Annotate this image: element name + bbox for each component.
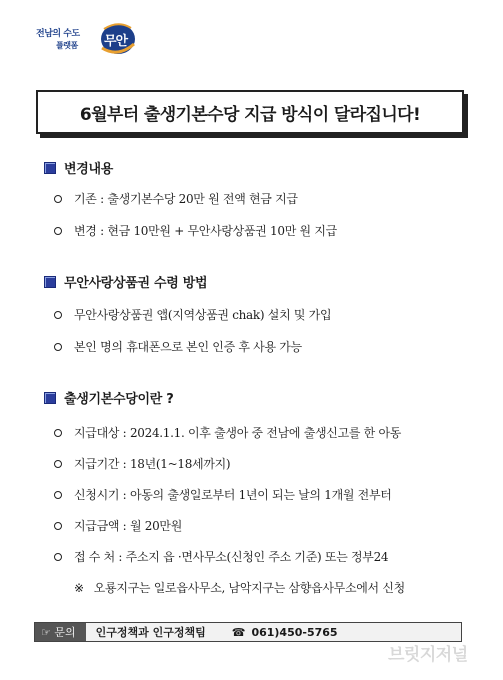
list-item bbox=[54, 517, 182, 534]
logo-seal-text: 무안 bbox=[104, 34, 128, 49]
section-heading-text: 출생기본수당이란 ? bbox=[64, 392, 174, 407]
section-heading-about bbox=[44, 388, 174, 407]
list-item bbox=[54, 190, 298, 207]
list-item-text: 변경 : 현금 10만원 + 무안사랑상품권 10만 원 지급 bbox=[74, 224, 337, 238]
circle-bullet-icon bbox=[54, 553, 62, 561]
note bbox=[74, 579, 405, 596]
logo bbox=[30, 20, 145, 64]
square-bullet-icon bbox=[44, 276, 56, 288]
square-bullet-icon bbox=[44, 392, 56, 404]
list-item bbox=[54, 338, 302, 355]
circle-bullet-icon bbox=[54, 343, 62, 351]
pointing-hand-icon: ☞ bbox=[41, 625, 51, 639]
section-heading-text: 무안사랑상품권 수령 방법 bbox=[64, 276, 208, 291]
square-bullet-icon bbox=[44, 162, 56, 174]
list-item-text: 지급금액 : 월 20만원 bbox=[74, 519, 183, 533]
inquiry-label bbox=[35, 623, 86, 641]
notice-title: 6월부터 출생기본수당 지급 방식이 달라집니다! bbox=[36, 90, 464, 134]
list-item-text: 접 수 처 : 주소지 읍 ·면사무소(신청인 주소 기준) 또는 정부24 bbox=[74, 550, 389, 564]
list-item bbox=[54, 222, 337, 239]
contact-department: 인구정책과 인구정책팀 bbox=[95, 626, 206, 639]
circle-bullet-icon bbox=[54, 491, 62, 499]
contact-bar bbox=[34, 622, 462, 642]
list-item bbox=[54, 424, 401, 441]
list-item-text: 지급기간 : 18년(1~18세까지) bbox=[74, 457, 231, 471]
list-item-text: 신청시기 : 아동의 출생일로부터 1년이 되는 날의 1개월 전부터 bbox=[74, 488, 392, 502]
phone-icon: ☎ bbox=[231, 625, 246, 639]
list-item-text: 무안사랑상품권 앱(지역상품권 chak) 설치 및 가입 bbox=[74, 308, 332, 322]
logo-slogan-line2: 플랫폼 bbox=[56, 41, 78, 50]
circle-bullet-icon bbox=[54, 522, 62, 530]
list-item-text: 본인 명의 휴대폰으로 본인 인증 후 사용 가능 bbox=[74, 340, 302, 354]
list-item bbox=[54, 306, 331, 323]
note-text: 오룡지구는 일로읍사무소, 남악지구는 삼향읍사무소에서 신청 bbox=[93, 581, 405, 595]
list-item-text: 지급대상 : 2024.1.1. 이후 출생아 중 전남에 출생신고를 한 아동 bbox=[74, 426, 402, 440]
circle-bullet-icon bbox=[54, 429, 62, 437]
section-heading-text: 변경내용 bbox=[64, 162, 114, 177]
reference-mark-icon: ※ bbox=[74, 581, 84, 595]
watermark: 브릿지저널 bbox=[388, 645, 468, 665]
logo-slogan-line1: 전남의 수도 bbox=[36, 29, 80, 39]
inquiry-text: 문의 bbox=[54, 626, 76, 639]
section-heading-changes bbox=[44, 158, 113, 177]
section-heading-voucher bbox=[44, 272, 207, 291]
circle-bullet-icon bbox=[54, 195, 62, 203]
circle-bullet-icon bbox=[54, 460, 62, 468]
list-item-text: 기존 : 출생기본수당 20만 원 전액 현금 지급 bbox=[74, 192, 298, 206]
contact-phone: 061)450-5765 bbox=[251, 625, 338, 639]
circle-bullet-icon bbox=[54, 227, 62, 235]
circle-bullet-icon bbox=[54, 311, 62, 319]
list-item bbox=[54, 548, 388, 565]
list-item bbox=[54, 486, 392, 503]
list-item bbox=[54, 455, 230, 472]
